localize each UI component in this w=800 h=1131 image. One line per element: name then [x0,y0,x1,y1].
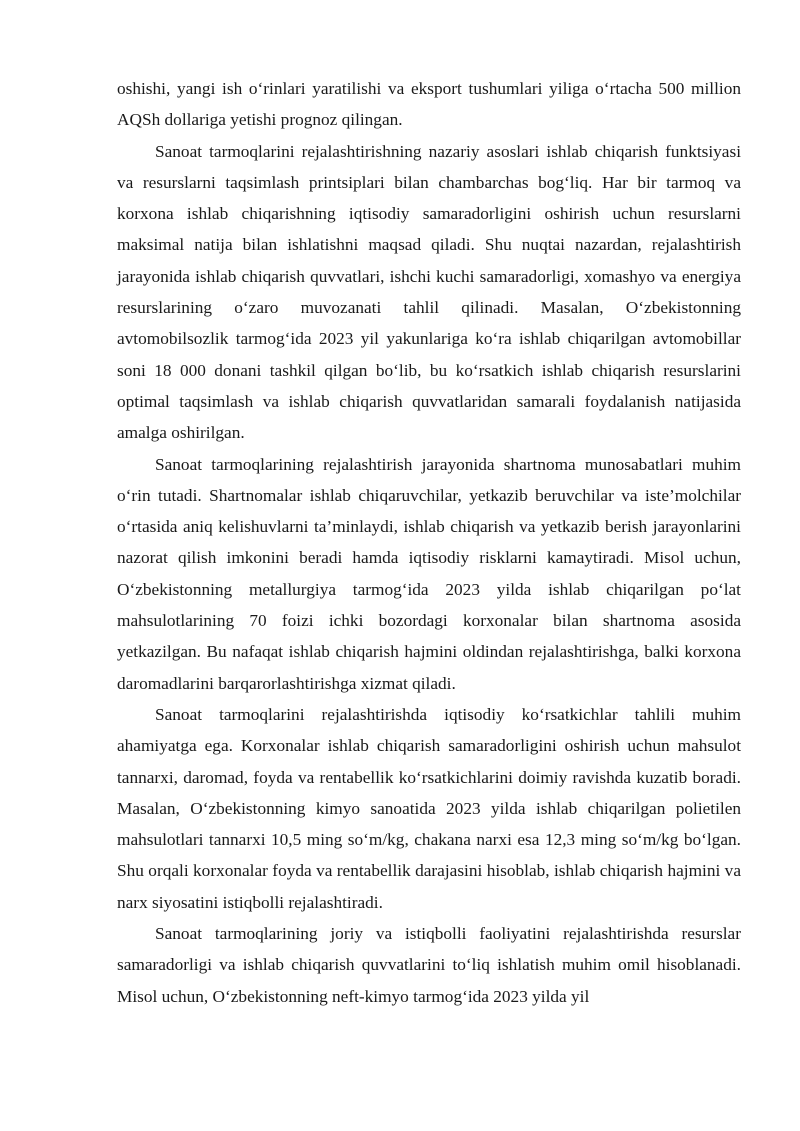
document-page [117,73,741,1012]
paragraph-2: Sanoat tarmoqlarini rejalashtirishning nazariy asoslari ishlab chiqarish funktsiyasi va resurslarni taqsimlash printsiplari bilan chambarchas bog‘liq. Har bir tarmoq va korxona ishlab chiqarishning iqtisodiy samaradorligini oshirish uchun resurslarni maksimal natija bilan ishlatishni maqsad qiladi. Shu nuqtai nazardan, rejalashtirish jarayonida ishlab chiqarish quvvatlari, ishchi kuchi samaradorligi, xomashyo va energiya resurslarining o‘zaro muvozanati tahlil qilinadi. Masalan, O‘zbekistonning avtomobilsozlik tarmog‘ida 2023 yil yakunlariga ko‘ra ishlab chiqarilgan avtomobillar soni 18 000 donani tashkil qilgan bo‘lib, bu ko‘rsatkich ishlab chiqarish resurslarini optimal taqsimlash va ishlab chiqarish quvvatlaridan samarali foydalanish natijasida amalga oshirilgan. [117,141,741,443]
paragraph-1: oshishi, yangi ish o‘rinlari yaratilishi va eksport tushumlari yiliga o‘rtacha 500 million AQSh dollariga yetishi prognoz qilingan. [117,79,741,130]
paragraph-3: Sanoat tarmoqlarining rejalashtirish jarayonida shartnoma munosabatlari muhim o‘rin tutadi. Shartnomalar ishlab chiqaruvchilar, yetkazib beruvchilar va iste’molchilar o‘rtasida aniq kelishuvlarni ta’minlaydi, ishlab chiqarish va yetkazib berish jarayonlarini nazorat qilish imkonini beradi hamda iqtisodiy risklarni kamaytiradi. Misol uchun, O‘zbekistonning metallurgiya tarmog‘ida 2023 yilda ishlab chiqarilgan po‘lat mahsulotlarining 70 foizi ichki bozordagi korxonalar bilan shartnoma asosida yetkazilgan. Bu nafaqat ishlab chiqarish hajmini oldindan rejalashtirishga, balki korxona daromadlarini barqarorlashtirishga xizmat qiladi. [117,454,741,693]
paragraph-4: Sanoat tarmoqlarini rejalashtirishda iqtisodiy ko‘rsatkichlar tahlili muhim ahamiyatga ega. Korxonalar ishlab chiqarish samaradorligini oshirish uchun mahsulot tannarxi, daromad, foyda va rentabellik ko‘rsatkichlarini doimiy ravishda kuzatib boradi. Masalan, O‘zbekistonning kimyo sanoatida 2023 yilda ishlab chiqarilgan polietilen mahsulotlari tannarxi 10,5 ming so‘m/kg, chakana narxi esa 12,3 ming so‘m/kg bo‘lgan. Shu orqali korxonalar foyda va rentabellik darajasini hisoblab, ishlab chiqarish hajmini va narx siyosatini istiqbolli rejalashtiradi. [117,704,741,912]
paragraph-5: Sanoat tarmoqlarining joriy va istiqbolli faoliyatini rejalashtirishda resurslar samaradorligi va ishlab chiqarish quvvatlarini to‘liq ishlatish muhim omil hisoblanadi. Misol uchun, O‘zbekistonning neft-kimyo tarmog‘ida 2023 yilda yil [117,924,741,1006]
